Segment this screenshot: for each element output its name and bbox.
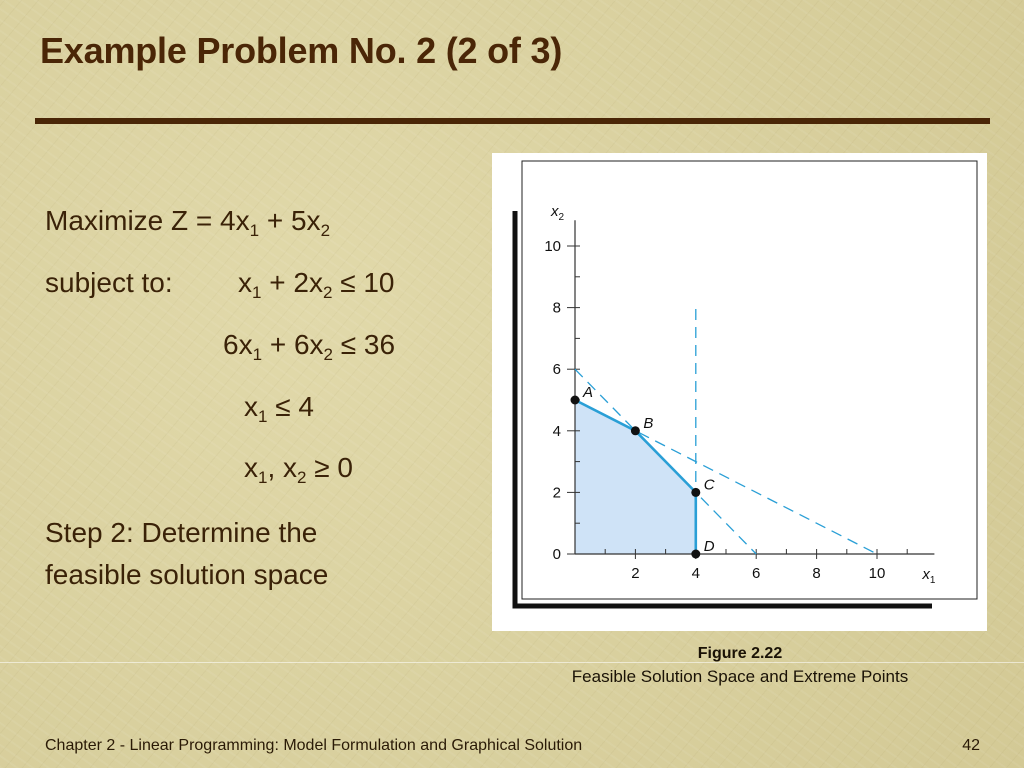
slide-title: Example Problem No. 2 (2 of 3): [40, 30, 563, 71]
nonnegativity-constraint: $x_1$, $x_2 \ge 0$: [244, 452, 353, 487]
title-divider: [35, 118, 990, 124]
x-tick-label: 8: [812, 565, 821, 582]
extreme-point-label-b: B: [643, 414, 654, 432]
y-tick-label: 8: [552, 299, 561, 317]
x-tick-label: 10: [868, 565, 886, 582]
figure-number: Figure 2.22: [697, 645, 783, 662]
step-description: Step 2: Determine the feasible solution space: [45, 517, 329, 590]
constraint-2: $6x_1 + 6x_2 \le 36$: [223, 329, 396, 364]
extreme-point-label-a: A: [583, 384, 594, 401]
x-tick-label: 4: [691, 565, 700, 582]
figure-panel: [492, 153, 987, 631]
footer-divider: [0, 662, 1024, 663]
objective-function: Maximize $Z = 4x_1 + 5x_2$: [45, 205, 331, 240]
extreme-point-c: [691, 488, 700, 497]
extreme-point-d: [691, 550, 700, 559]
y-axis-label: $x_2$: [551, 203, 565, 224]
figure-description: Feasible Solution Space and Extreme Points: [571, 667, 909, 686]
y-tick-label: 4: [552, 422, 561, 440]
y-tick-label: 10: [544, 238, 561, 255]
feasible-region-chart: [492, 153, 987, 631]
footer-chapter: Chapter 2 - Linear Programming: Model Formulation and Graphical Solution: [45, 737, 583, 754]
extreme-point-label-c: C: [703, 476, 715, 494]
x-tick-label: 6: [752, 565, 761, 582]
y-tick-label: 0: [552, 546, 561, 563]
constraint-1: $x_1 + 2x_2 \le 10$: [238, 267, 395, 302]
y-tick-label: 2: [552, 484, 561, 502]
y-tick-label: 6: [552, 361, 561, 379]
extreme-point-label-d: D: [703, 538, 715, 555]
x-axis-label: $x_1$: [922, 566, 936, 586]
subject-to-label: subject to:: [45, 267, 173, 298]
page-number: 42: [962, 737, 980, 754]
x-tick-label: 2: [631, 565, 640, 582]
extreme-point-a: [571, 396, 580, 405]
extreme-point-b: [631, 426, 640, 435]
constraint-3: $x_1 \le 4$: [244, 391, 314, 426]
